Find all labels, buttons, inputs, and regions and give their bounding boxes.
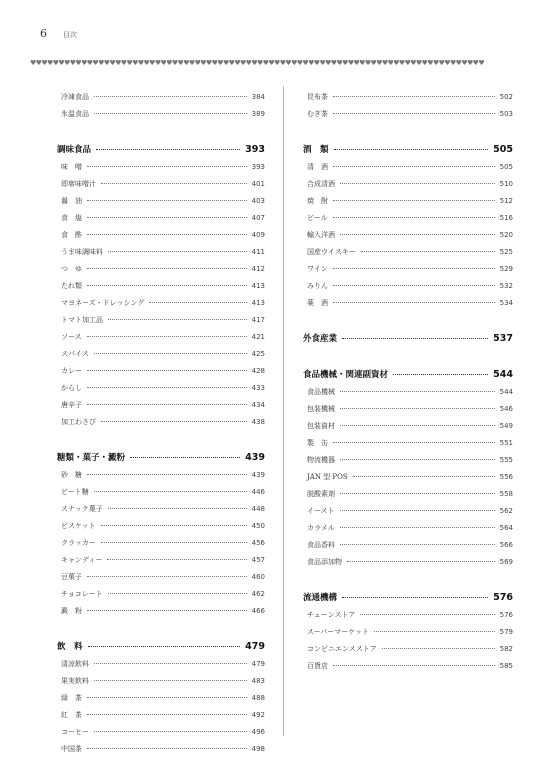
page-ref: 579	[499, 627, 513, 636]
dot-leader	[101, 542, 247, 543]
dot-leader	[340, 527, 495, 528]
toc-section	[303, 140, 513, 311]
entry-label: 加工わさび	[61, 417, 96, 426]
page-ref: 425	[251, 349, 265, 358]
entry-label: たれ類	[61, 281, 82, 290]
toc-entry	[57, 740, 265, 757]
dot-leader	[360, 614, 494, 615]
toc-entry	[303, 451, 513, 468]
page-ref: 520	[499, 230, 513, 239]
toc-entry	[57, 483, 265, 500]
toc-entry	[57, 585, 265, 602]
dot-leader	[94, 113, 247, 114]
dot-leader	[333, 665, 495, 666]
dot-leader	[347, 561, 495, 562]
toc-entry	[57, 226, 265, 243]
entry-label: ビート糖	[61, 487, 89, 496]
page-ref: 529	[499, 264, 513, 273]
toc-entry	[57, 723, 265, 740]
entry-label: 紅 茶	[61, 710, 82, 719]
toc-entry	[57, 534, 265, 551]
page-ref: 462	[251, 589, 265, 598]
page-ref: 428	[251, 366, 265, 375]
dot-leader	[87, 166, 247, 167]
dot-leader	[94, 491, 247, 492]
toc-entry	[303, 657, 513, 674]
dot-leader	[94, 731, 247, 732]
toc-entry	[303, 623, 513, 640]
toc-entry	[303, 468, 513, 485]
dot-leader	[108, 319, 247, 320]
dot-leader	[96, 149, 240, 150]
entry-label: トマト加工品	[61, 315, 103, 324]
toc-entry	[57, 328, 265, 345]
dot-leader	[108, 508, 247, 509]
page-ref: 411	[251, 247, 265, 256]
toc-entry	[303, 192, 513, 209]
entry-label: 脱酸素剤	[307, 489, 335, 498]
toc-entry	[303, 606, 513, 623]
page-ref: 551	[499, 438, 513, 447]
page-ref: 439	[245, 451, 265, 463]
entry-label: 食品機械	[307, 387, 335, 396]
toc-entry	[57, 466, 265, 483]
toc-entry	[303, 294, 513, 311]
page-ref: 510	[499, 179, 513, 188]
dot-leader	[94, 96, 247, 97]
page-ref: 549	[499, 421, 513, 430]
toc-right-column	[303, 88, 513, 692]
entry-label: カレー	[61, 366, 82, 375]
page-label: 目次	[63, 31, 77, 39]
toc-section	[303, 329, 513, 347]
toc-section-heading	[303, 140, 513, 158]
dot-leader	[340, 459, 495, 460]
toc-entry	[303, 640, 513, 657]
entry-label: 砂 糖	[61, 470, 82, 479]
page-ref: 389	[251, 109, 265, 118]
dot-leader	[340, 510, 495, 511]
entry-label: 即席味噌汁	[61, 179, 96, 188]
dot-leader	[340, 391, 495, 392]
entry-label: 中国茶	[61, 744, 82, 753]
dot-leader	[87, 285, 247, 286]
dot-leader	[374, 631, 495, 632]
column-divider	[283, 86, 284, 736]
page-ref: 532	[499, 281, 513, 290]
page-ref: 555	[499, 455, 513, 464]
dot-leader	[361, 251, 495, 252]
page-ref: 488	[251, 693, 265, 702]
toc-entry	[57, 396, 265, 413]
dot-leader	[130, 457, 240, 458]
dot-leader	[334, 149, 489, 150]
page-ref: 585	[499, 661, 513, 670]
page-ref: 450	[251, 521, 265, 530]
dot-leader	[108, 251, 247, 252]
toc-entry	[57, 345, 265, 362]
page-ref: 393	[245, 143, 265, 155]
page-ref: 384	[251, 92, 265, 101]
page-ref: 479	[245, 640, 265, 652]
toc-section-heading	[303, 588, 513, 606]
entry-label: 国産ウイスキー	[307, 247, 356, 256]
page-ref: 566	[499, 540, 513, 549]
dot-leader	[333, 442, 495, 443]
page-ref: 576	[493, 591, 513, 603]
page-ref: 434	[251, 400, 265, 409]
entry-label: 氷温食品	[61, 109, 89, 118]
dot-leader	[87, 474, 247, 475]
toc-section-heading	[57, 448, 265, 466]
dot-leader	[87, 370, 247, 371]
entry-label: ソース	[61, 332, 82, 341]
entry-label: 包装機械	[307, 404, 335, 413]
page-ref: 448	[251, 504, 265, 513]
page-ref: 525	[499, 247, 513, 256]
page-ref: 421	[251, 332, 265, 341]
toc-entry	[303, 226, 513, 243]
entry-label: 輸入洋酒	[307, 230, 335, 239]
dot-leader	[393, 374, 488, 375]
dot-leader	[87, 576, 247, 577]
toc-section	[57, 637, 265, 757]
page-ref: 460	[251, 572, 265, 581]
dot-leader	[340, 493, 495, 494]
toc-entry	[57, 243, 265, 260]
page-ref: 496	[251, 727, 265, 736]
page-ref: 505	[493, 143, 513, 155]
toc-entry	[57, 175, 265, 192]
page-ref: 483	[251, 676, 265, 685]
dot-leader	[353, 476, 495, 477]
toc-entry	[303, 88, 513, 105]
section-title: 外食産業	[303, 334, 338, 344]
toc-entry	[57, 311, 265, 328]
dot-leader	[101, 525, 247, 526]
toc-entry	[57, 706, 265, 723]
entry-label: 包装資材	[307, 421, 335, 430]
entry-label: 澱 粉	[61, 606, 82, 615]
entry-label: 物流機器	[307, 455, 335, 464]
toc-section	[57, 140, 265, 430]
toc-section-heading	[303, 329, 513, 347]
toc-entry	[57, 413, 265, 430]
toc-entry	[57, 568, 265, 585]
entry-label: 食品添加物	[307, 557, 342, 566]
page-ref: 466	[251, 606, 265, 615]
toc-entry	[57, 294, 265, 311]
entry-label: 醤 油	[61, 196, 82, 205]
entry-label: 果実飲料	[61, 676, 89, 685]
entry-label: ワイン	[307, 264, 328, 273]
entry-label: 緑 茶	[61, 693, 82, 702]
toc-entry	[303, 105, 513, 122]
page-ref: 516	[499, 213, 513, 222]
dot-leader	[382, 648, 495, 649]
page-ref: 544	[499, 387, 513, 396]
page-ref: 457	[251, 555, 265, 564]
dot-leader	[87, 387, 247, 388]
entry-label: 製 缶	[307, 438, 328, 447]
entry-label: ビスケット	[61, 521, 96, 530]
toc-entry	[57, 105, 265, 122]
page-ref: 393	[251, 162, 265, 171]
entry-label: つ ゆ	[61, 264, 82, 273]
entry-label: 唐辛子	[61, 400, 82, 409]
toc-section	[57, 448, 265, 619]
toc-section-heading	[303, 365, 513, 383]
dot-leader	[340, 408, 495, 409]
dot-leader	[340, 234, 495, 235]
entry-label: カラメル	[307, 523, 335, 532]
dot-leader	[87, 336, 247, 337]
entry-label: 食 塩	[61, 213, 82, 222]
dot-leader	[94, 353, 247, 354]
section-title: 調味食品	[57, 145, 92, 155]
toc-section	[303, 365, 513, 570]
page-ref: 492	[251, 710, 265, 719]
toc-entry	[57, 602, 265, 619]
page-ref: 556	[499, 472, 513, 481]
page-ref: 413	[251, 298, 265, 307]
entry-label: うま味調味料	[61, 247, 103, 256]
entry-label: みりん	[307, 281, 328, 290]
dot-leader	[342, 597, 488, 598]
toc-section-heading	[57, 140, 265, 158]
dot-leader	[87, 610, 247, 611]
page-ref: 512	[499, 196, 513, 205]
entry-label: からし	[61, 383, 82, 392]
entry-label: 味 噌	[61, 162, 82, 171]
page-ref: 576	[499, 610, 513, 619]
page-ref: 546	[499, 404, 513, 413]
toc-entry	[57, 689, 265, 706]
toc-entry	[57, 655, 265, 672]
toc-section	[57, 88, 265, 122]
entry-label: ビール	[307, 213, 328, 222]
toc-entry	[57, 517, 265, 534]
toc-section	[303, 88, 513, 122]
toc-entry	[57, 260, 265, 277]
dot-leader	[149, 302, 246, 303]
entry-label: 清涼飲料	[61, 659, 89, 668]
toc-section	[303, 588, 513, 674]
page-ref: 537	[493, 332, 513, 344]
dot-leader	[94, 663, 247, 664]
entry-label: 焼 酎	[307, 196, 328, 205]
dot-leader	[87, 217, 247, 218]
entry-label: 豆菓子	[61, 572, 82, 581]
toc-entry	[303, 260, 513, 277]
entry-label: むぎ茶	[307, 109, 328, 118]
toc-entry	[57, 277, 265, 294]
entry-label: 冷凍食品	[61, 92, 89, 101]
page-ref: 412	[251, 264, 265, 273]
toc-entry	[57, 192, 265, 209]
page-ref: 534	[499, 298, 513, 307]
dot-leader	[101, 421, 247, 422]
entry-label: 合成清酒	[307, 179, 335, 188]
page-ref: 502	[499, 92, 513, 101]
dot-leader	[340, 544, 495, 545]
page-ref: 417	[251, 315, 265, 324]
page-ref: 413	[251, 281, 265, 290]
entry-label: 食品香料	[307, 540, 335, 549]
page-ref: 562	[499, 506, 513, 515]
page-ref: 569	[499, 557, 513, 566]
entry-label: 食 酢	[61, 230, 82, 239]
toc-entry	[303, 158, 513, 175]
page-ref: 498	[251, 744, 265, 753]
dot-leader	[340, 425, 495, 426]
dot-leader	[87, 404, 247, 405]
page-ref: 433	[251, 383, 265, 392]
dot-leader	[108, 593, 247, 594]
entry-label: スパイス	[61, 349, 89, 358]
dot-leader	[87, 200, 247, 201]
page-ref: 409	[251, 230, 265, 239]
page-ref: 582	[499, 644, 513, 653]
entry-label: 昆布茶	[307, 92, 328, 101]
entry-label: コーヒー	[61, 727, 89, 736]
entry-label: キャンディー	[61, 555, 103, 564]
entry-label: 百貨店	[307, 661, 328, 670]
page-ref: 439	[251, 470, 265, 479]
toc-entry	[57, 672, 265, 689]
dot-leader	[333, 96, 495, 97]
toc-entry	[303, 383, 513, 400]
section-title: 酒 類	[303, 145, 329, 155]
page-header	[40, 27, 77, 41]
entry-label: 清 酒	[307, 162, 328, 171]
page-ref: 544	[493, 368, 513, 380]
page-ref: 407	[251, 213, 265, 222]
dot-leader	[333, 285, 495, 286]
page-ref: 503	[499, 109, 513, 118]
toc-entry	[57, 158, 265, 175]
entry-label: スナック菓子	[61, 504, 103, 513]
dot-leader	[87, 234, 247, 235]
page-ref: 446	[251, 487, 265, 496]
dot-leader	[333, 113, 495, 114]
entry-label: マヨネーズ・ドレッシング	[61, 298, 145, 307]
dot-leader	[333, 302, 495, 303]
toc-entry	[303, 553, 513, 570]
entry-label: スーパーマーケット	[307, 627, 369, 636]
toc-entry	[57, 362, 265, 379]
section-title: 飲 料	[57, 642, 83, 652]
page-ref: 505	[499, 162, 513, 171]
toc-entry	[303, 209, 513, 226]
toc-left-column	[57, 88, 265, 775]
entry-label: クラッカー	[61, 538, 96, 547]
toc-section-heading	[57, 637, 265, 655]
toc-entry	[303, 519, 513, 536]
toc-entry	[303, 175, 513, 192]
toc-entry	[303, 417, 513, 434]
page-ref: 401	[251, 179, 265, 188]
dot-leader	[333, 217, 495, 218]
toc-entry	[57, 209, 265, 226]
entry-label: 薬 酒	[307, 298, 328, 307]
page-ref: 564	[499, 523, 513, 532]
toc-entry	[57, 379, 265, 396]
section-title: 流通機構	[303, 593, 338, 603]
page-ref: 403	[251, 196, 265, 205]
page-ref: 479	[251, 659, 265, 668]
toc-entry	[303, 243, 513, 260]
entry-label: JAN 型 POS	[307, 472, 348, 481]
dot-leader	[87, 268, 247, 269]
entry-label: チョコレート	[61, 589, 103, 598]
dot-leader	[340, 183, 495, 184]
dot-leader	[107, 559, 246, 560]
entry-label: コンビニエンスストア	[307, 644, 377, 653]
dot-leader	[87, 714, 247, 715]
toc-entry	[303, 536, 513, 553]
toc-entry	[303, 277, 513, 294]
dot-leader	[88, 646, 241, 647]
dot-leader	[342, 338, 488, 339]
toc-entry	[303, 400, 513, 417]
page-ref: 438	[251, 417, 265, 426]
dot-leader	[87, 748, 247, 749]
dot-leader	[333, 200, 495, 201]
toc-entry	[57, 551, 265, 568]
section-title: 糖類・菓子・澱粉	[57, 453, 126, 463]
toc-entry	[303, 434, 513, 451]
dot-leader	[94, 680, 247, 681]
toc-entry	[303, 485, 513, 502]
heart-divider: ♥♥♥♥♥♥♥♥♥♥♥♥♥♥♥♥♥♥♥♥♥♥♥♥♥♥♥♥♥♥♥♥♥♥♥♥♥♥♥♥♥♥♥♥♥♥♥♥♥♥♥♥♥♥♥♥♥♥♥♥♥♥♥♥♥♥♥♥♥♥♥♥♥♥♥♥♥♥♥♥	[30, 60, 485, 67]
section-title: 食品機械・関連副資材	[303, 370, 389, 380]
toc-entry	[57, 88, 265, 105]
page-ref: 558	[499, 489, 513, 498]
page-ref: 456	[251, 538, 265, 547]
dot-leader	[333, 166, 495, 167]
dot-leader	[333, 268, 495, 269]
entry-label: チェーンストア	[307, 610, 356, 619]
page-number: 6	[40, 27, 47, 40]
dot-leader	[101, 183, 247, 184]
dot-leader	[87, 697, 247, 698]
entry-label: イースト	[307, 506, 335, 515]
toc-entry	[57, 500, 265, 517]
toc-entry	[303, 502, 513, 519]
